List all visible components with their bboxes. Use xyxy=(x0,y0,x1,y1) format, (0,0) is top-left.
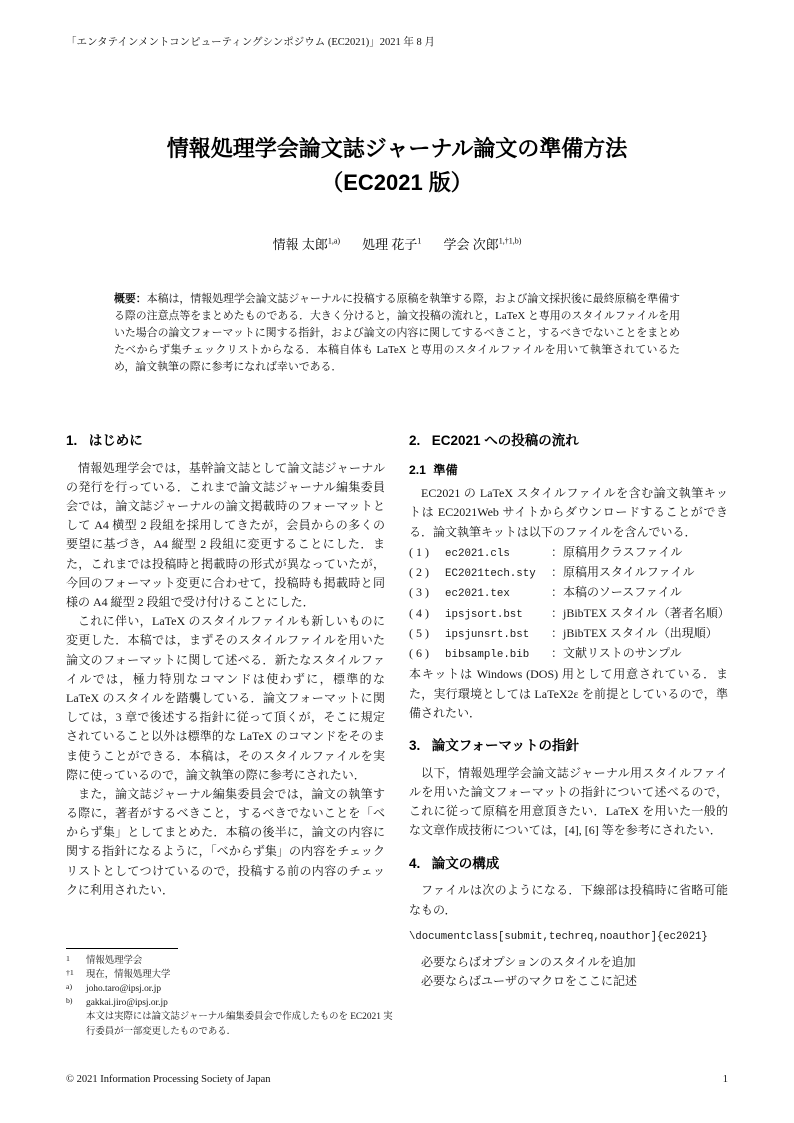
macro-note: 必要ならばユーザのマクロをここに記述 xyxy=(421,973,638,988)
author xyxy=(444,237,522,252)
footnote-marker: †1 xyxy=(66,968,74,978)
file-list xyxy=(409,543,728,665)
author-affiliation-marks: 1,†1,b) xyxy=(498,236,522,246)
abstract-label: 概要： xyxy=(114,292,147,305)
file-list-item xyxy=(409,604,728,624)
author-affiliation-marks: 1 xyxy=(417,236,422,246)
file-item-description: ：jBibTEX スタイル（著者名順） xyxy=(551,605,730,620)
footnote xyxy=(66,1010,398,1038)
paragraph: 本キットは Windows (DOS) 用として用意されている．また，実行環境としては LaTeX2ε を前提としているので，準備されたい． xyxy=(409,667,728,720)
file-list-item xyxy=(409,543,728,563)
file-item-filename: ipsjunsrt.bst xyxy=(445,628,530,641)
footnote-marker xyxy=(66,1009,86,1037)
author-affiliation-marks: 1,a) xyxy=(327,236,341,246)
footnote-text: 本文は実際には論文誌ジャーナル編集委員会で作成したものを EC2021 実行委員が一部変更したものである． xyxy=(86,1012,393,1037)
paper-title xyxy=(66,132,728,200)
right-column xyxy=(409,432,728,991)
file-list-item xyxy=(409,563,728,583)
file-item-number: ( 4 ) xyxy=(409,605,429,620)
file-item-number: ( 6 ) xyxy=(409,646,429,661)
author-line xyxy=(66,234,728,253)
two-column-body xyxy=(66,432,728,991)
file-item-number: ( 1 ) xyxy=(409,544,429,559)
author xyxy=(273,237,340,252)
section-number: 2. xyxy=(409,432,421,448)
section-title: 論文フォーマットの指針 xyxy=(431,737,580,753)
file-list-item xyxy=(409,624,728,644)
file-item-description: ：文献リストのサンプル xyxy=(551,646,682,661)
file-list-item xyxy=(409,644,728,664)
file-item-number: ( 3 ) xyxy=(409,585,429,600)
subsection-title: 準備 xyxy=(433,462,458,477)
section-title: はじめに xyxy=(88,432,143,448)
paragraph: 以下，情報処理学会論文誌ジャーナル用スタイルファイルを用いた論文フォーマットの指針について述べるので，これに従って原稿を用意頂きたい．LaTeX を用いた一般的な文章作成技術については，[4], [6] 等を参考にされたい． xyxy=(409,765,728,838)
abstract xyxy=(114,291,680,376)
file-item-filename: ec2021.tex xyxy=(445,588,510,601)
copyright-notice: © 2021 Information Processing Society of Japan xyxy=(66,1074,271,1085)
author-name: 学会 次郎 xyxy=(443,236,499,252)
subsection-heading-2-1 xyxy=(409,461,728,481)
author-name: 処理 花子 xyxy=(362,236,418,252)
file-item-number: ( 5 ) xyxy=(409,625,429,640)
footnote-text: 現在，情報処理大学 xyxy=(86,970,171,981)
footnotes xyxy=(66,948,398,1039)
file-item-description: ：原稿用スタイルファイル xyxy=(551,565,695,580)
footnote-marker: 1 xyxy=(66,954,70,963)
paragraph: 情報処理学会では，基幹論文誌として論文誌ジャーナルの発行を行っている．これまで論文誌ジャーナル編集委員会では，論文誌ジャーナルの論文掲載時のフォーマットとして A4 横型 2 段組を採用してきたが，会員からの多くの要望に基づき，A4 縦型 2 段組に変更することにした．また，これまでは投稿時と掲載時の形式が異なっていたが，今回のフォーマット変更に合わせて，投稿時も掲載時と同様の A4 縦型 2 段組で受け付けることにした． xyxy=(66,460,385,610)
footnote xyxy=(66,996,398,1010)
paragraph: また，論文誌ジャーナル編集委員会では，論文の執筆する際に，著者がするべきこと，するべきでないことを「べからず集」としてまとめた．本稿の後半に，論文の内容に関する指針になるように，「べからず集」の内容をチェックリストとしてつけているので，投稿する前の内容のチェックに利用されたい． xyxy=(66,786,385,897)
paper-title-line2: （EC2021 版） xyxy=(321,169,473,195)
section-number: 3. xyxy=(409,737,421,753)
section-number: 4. xyxy=(409,855,421,871)
section-title: 論文の構成 xyxy=(431,855,500,871)
footnote-text: 情報処理学会 xyxy=(86,956,143,966)
abstract-text: 本稿は，情報処理学会論文誌ジャーナルに投稿する原稿を執筆する際，および論文採択後に最終原稿を準備する際の注意点等をまとめたものである．大きく分けると，論文投稿の流れと，LaTeX と専用のスタイルファイルを用いた場合の論文フォーマットに関する指針，および論文の内容に関してするべきこと，するべきでないことをまとめたべからず集チェックリストからなる．本稿自体も LaTeX と専用のスタイルファイルを用いて執筆されているため，論文執筆の際に参考になれば幸いである． xyxy=(114,292,681,373)
footnote-marker: b) xyxy=(66,996,73,1006)
footnote xyxy=(66,954,398,968)
section-title: EC2021 への投稿の流れ xyxy=(431,432,579,448)
footnote-rule xyxy=(66,948,178,949)
section-heading-2 xyxy=(409,432,728,451)
author xyxy=(362,237,421,252)
left-column xyxy=(66,432,385,991)
file-item-description: ：本稿のソースファイル xyxy=(551,585,682,600)
page-number: 1 xyxy=(722,1074,728,1085)
paragraph: これに伴い，LaTeX のスタイルファイルも新しいものに変更した．本稿では，まずそのスタイルファイルを用いた論文のフォーマットに関して述べる．新たなスタイルファイルでは，極力特別なコマンドは使わずに，標準的な LaTeX のスタイルを踏襲している．論文フォーマットに関しては，3 章で後述する指針に従って頂くが，そこに規定されていること以外は標準的な LaTeX のコマンドをそのまま使うことができる．本稿は，そのスタイルファイルを実際に使っているので，論文執筆の際に参考にされたい． xyxy=(66,614,385,782)
section-heading-3 xyxy=(409,737,728,756)
section-heading-4 xyxy=(409,855,728,874)
footnote-email: joho.taro@ipsj.or.jp xyxy=(86,984,162,995)
footnote xyxy=(66,968,398,982)
file-item-filename: bibsample.bib xyxy=(445,649,530,662)
section-heading-1 xyxy=(66,432,385,451)
running-header: 「エンタテインメントコンピューティングシンポジウム (EC2021)」2021 年 8 月 xyxy=(66,37,435,48)
section-number: 1. xyxy=(66,432,78,448)
file-item-description: ：jBibTEX スタイル（出現順） xyxy=(551,625,718,640)
macro-note: 必要ならばオプションのスタイルを追加 xyxy=(421,954,636,969)
paragraph: EC2021 の LaTeX スタイルファイルを含む論文執筆キットは EC2021Web サイトからダウンロードすることができる．論文執筆キットは以下のファイルを含んでいる． xyxy=(409,486,728,539)
file-item-filename: ipsjsort.bst xyxy=(445,608,523,621)
subsection-number: 2.1 xyxy=(409,462,426,477)
file-list-item xyxy=(409,583,728,603)
latex-code-line: \documentclass[submit,techreq,noauthor]{ec2021} xyxy=(409,930,708,943)
file-item-filename: ec2021.cls xyxy=(445,547,510,560)
page-footer xyxy=(66,1074,728,1085)
paragraph: ファイルは次のようになる．下線部は投稿時に省略可能なもの． xyxy=(409,883,728,917)
file-item-number: ( 2 ) xyxy=(409,565,429,580)
footnote xyxy=(66,982,398,996)
footnote-email: gakkai.jiro@ipsj.or.jp xyxy=(86,998,168,1009)
file-item-filename: EC2021tech.sty xyxy=(445,568,536,581)
paper-title-line1: 情報処理学会論文誌ジャーナル論文の準備方法 xyxy=(166,135,628,161)
file-item-description: ：原稿用クラスファイル xyxy=(551,544,683,559)
footnote-marker: a) xyxy=(66,982,73,992)
author-name: 情報 太郎 xyxy=(272,236,328,252)
